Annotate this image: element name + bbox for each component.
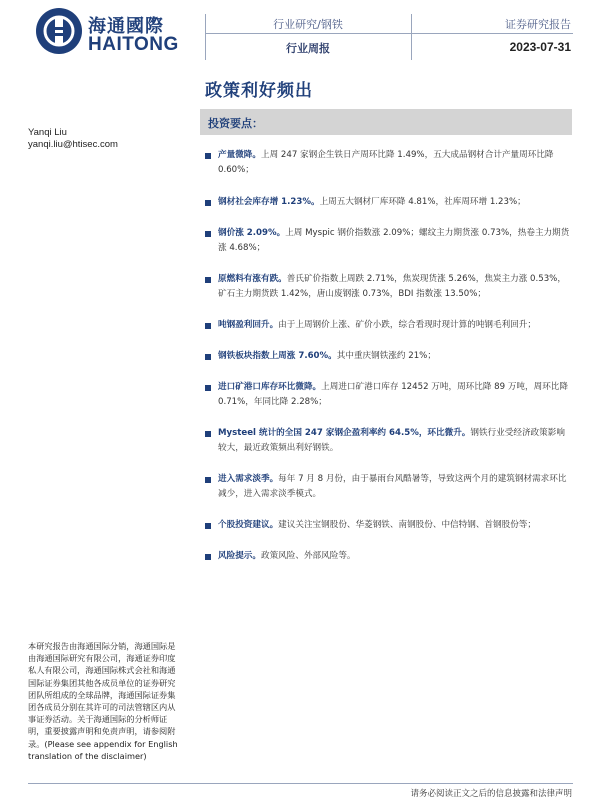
section-title: 投资要点：	[208, 117, 263, 130]
bullet-lead: 吨钢盈利回升。	[218, 320, 279, 330]
bullet-text: 钢铁行业受经济政策影响较大，最近政策频出利好钢铁。	[218, 428, 565, 453]
bullet-square-icon	[205, 554, 211, 560]
bullet-text: 由于上周钢价上涨、矿价小跌，综合看现时现计算的吨钢毛利回升；	[278, 320, 536, 330]
bullet-text: 政策风险、外部风险等。	[260, 551, 356, 561]
list-item	[202, 380, 572, 410]
bullet-lead: 钢铁板块指数上周涨 7.60%。	[218, 351, 337, 361]
list-item	[202, 472, 572, 502]
bullet-lead: 钢价涨 2.09%。	[218, 228, 286, 238]
bullet-lead: 进入需求淡季。	[218, 474, 279, 484]
bullet-square-icon	[205, 277, 211, 283]
bullet-text: 上周 247 家钢企生铁日产周环比降 1.49%，五大成品钢材合计产量周环比降 0.60%；	[218, 150, 554, 175]
bullet-square-icon	[205, 231, 211, 237]
bullet-square-icon	[205, 153, 211, 159]
bullet-lead: 产量微降。	[218, 150, 261, 160]
header-rule	[205, 33, 573, 34]
bullet-square-icon	[205, 354, 211, 360]
haitong-emblem-icon	[36, 8, 82, 54]
author-name: Yanqi Liu	[28, 127, 67, 138]
bullet-square-icon	[205, 523, 211, 529]
bullet-lead: 钢材社会库存增 1.23%。	[218, 197, 320, 207]
bullet-text: 每年 7 月 8 月份，由于暴雨台风酷暑等，导致这两个月的建筑钢材需求环比减少，进入需求淡季模式。	[218, 474, 567, 499]
bullet-square-icon	[205, 477, 211, 483]
bullet-square-icon	[205, 323, 211, 329]
bullet-square-icon	[205, 200, 211, 206]
list-item	[202, 148, 572, 178]
key-points-list	[202, 148, 572, 580]
list-item	[202, 549, 572, 564]
report-label: 证券研究报告	[505, 18, 571, 31]
bullet-square-icon	[205, 385, 211, 391]
author-block	[28, 127, 118, 151]
list-item	[202, 195, 572, 210]
list-item	[202, 226, 572, 256]
bullet-lead: 原燃料有涨有跌。	[218, 274, 287, 284]
disclaimer-text: 本研究报告由海通国际分销，海通国际是由海通国际研究有限公司，海通证券印度私人有限公司，海通国际株式会社和海通国际证券集团其他各成员单位的证券研究团队所组成的全球品牌，海通国际证券集团各成员分别在其许可的司法管辖区内从事证券活动。关于海通国际的分析师证明，重要披露声明和免责声明，请参阅附录。(Please see appendix for English translation of the disclaimer)	[28, 641, 178, 761]
bullet-text: 上周五大钢材厂库环降 4.81%，社库周环增 1.23%；	[319, 197, 526, 207]
report-type: 行业周报	[286, 42, 330, 55]
list-item	[202, 426, 572, 456]
logo-english-name: HAITONG	[88, 34, 179, 55]
bullet-text: 上周 Myspic 钢价指数涨 2.09%；螺纹主力期货涨 0.73%，热卷主力期货涨 4.68%；	[218, 228, 570, 253]
bullet-lead: Mysteel 统计的全国 247 家钢企盈利率约 64.5%，环比微升。	[218, 428, 471, 438]
report-category: 行业研究/钢铁	[273, 18, 343, 31]
footer-rule	[28, 783, 573, 784]
bullet-text: 普氏矿价指数上周跌 2.71%，焦炭现货涨 5.26%，焦炭主力涨 0.53%，矿石主力期货跌 1.42%，唐山废钢涨 0.73%，BDI 指数涨 13.50%；	[218, 274, 566, 299]
bullet-lead: 个股投资建议。	[218, 520, 279, 530]
bullet-lead: 风险提示。	[218, 551, 261, 561]
bullet-text: 建议关注宝钢股份、华菱钢铁、南钢股份、中信特钢、首钢股份等；	[278, 520, 536, 530]
list-item	[202, 272, 572, 302]
bullet-lead: 进口矿港口库存环比微降。	[218, 382, 322, 392]
haitong-logo	[36, 8, 179, 55]
bullet-text: 其中重庆钢铁涨约 21%；	[336, 351, 436, 361]
logo-chinese-name: 海通國際	[88, 16, 164, 37]
bullet-text: 上周进口矿港口库存 12452 万吨，周环比降 89 万吨，周环比降 0.71%，年同比降 2.28%；	[218, 382, 568, 407]
list-item	[202, 518, 572, 533]
author-email[interactable]: yanqi.liu@htisec.com	[28, 139, 118, 150]
report-date: 2023-07-31	[509, 40, 571, 54]
list-item	[202, 318, 572, 333]
bullet-square-icon	[205, 431, 211, 437]
list-item	[202, 349, 572, 364]
footer-notice: 请务必阅读正文之后的信息披露和法律声明	[410, 789, 572, 799]
page-title: 政策利好频出	[205, 81, 313, 101]
